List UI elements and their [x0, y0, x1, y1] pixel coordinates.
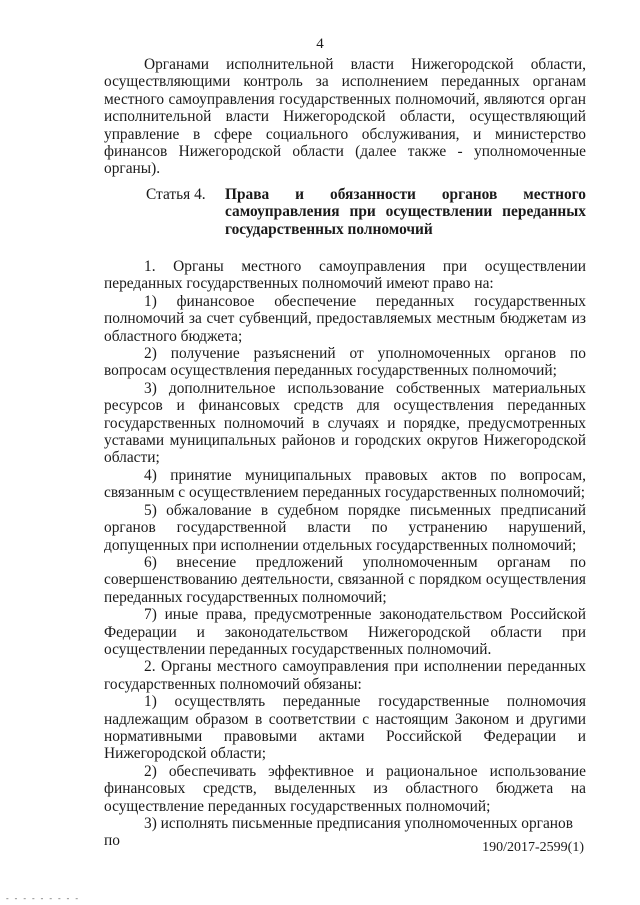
- paragraph: 7) иные права, предусмотренные законодательством Российской Федерации и законодательством Нижегородской области при осуществлении переданных государственных полномочий.: [104, 606, 586, 658]
- intro-section: [104, 56, 586, 178]
- paragraph: 3) дополнительное использование собственных материальных ресурсов и финансовых средств для осуществления переданных государственных полномочий в случаях и порядке, предусмотренных уставами муниципальных районов и городских округов Нижегородской области;: [104, 379, 586, 467]
- paragraph: 2) обеспечивать эффективное и рациональное использование финансовых средств, выделенных из областного бюджета на осуществление переданных государственных полномочий;: [104, 762, 586, 815]
- document-code: 190/2017-2599(1): [482, 840, 584, 855]
- paragraph: 2) получение разъяснений от уполномоченных органов по вопросам осуществления переданных государственных полномочий;: [104, 345, 586, 380]
- paragraph: 1. Органы местного самоуправления при осуществлении переданных государственных полномочий имеют право на:: [104, 258, 586, 293]
- paragraph: 4) принятие муниципальных правовых актов по вопросам, связанным с осуществлением переданных государственных полномочий;: [104, 466, 586, 502]
- page-number: 4: [316, 36, 324, 52]
- article-title: Права и обязанности органов местного самоуправления при осуществлении переданных государственных полномочий: [225, 186, 586, 238]
- article-heading: [104, 186, 586, 238]
- article-number: Статья 4.: [146, 186, 206, 203]
- intro-paragraph: Органами исполнительной власти Нижегородской области, осуществляющими контроль за исполнением переданных органам местного самоуправления государственных полномочий, являются орган исполнительной власти Нижегородской области, осуществляющий управление в сфере социального обслуживания, и министерство финансов Нижегородской области (далее также - уполномоченные органы).: [104, 56, 586, 178]
- paragraph: 1) осуществлять переданные государственные полномочия надлежащим образом в соответствии с настоящим Законом и другими нормативными правовыми актами Российской Федерации и Нижегородской области;: [104, 693, 586, 763]
- footer-mark: - - - - - - - - -: [6, 894, 80, 903]
- paragraph: 1) финансовое обеспечение переданных государственных полномочий за счет субвенций, предоставляемых местным бюджетам из областного бюджета;: [104, 292, 586, 345]
- paragraph: 6) внесение предложений уполномоченным органам по совершенствованию деятельности, связанной с порядком осуществления переданных государственных полномочий;: [104, 553, 586, 606]
- paragraph: 5) обжалование в судебном порядке письменных предписаний органов государственной власти по устранению нарушений, допущенных при исполнении отдельных государственных полномочий;: [104, 501, 586, 554]
- article-body: [104, 258, 586, 850]
- paragraph: 2. Органы местного самоуправления при исполнении переданных государственных полномочий обязаны:: [104, 658, 586, 693]
- paragraph: 3) исполнять письменные предписания уполномоченных органов по: [104, 815, 573, 850]
